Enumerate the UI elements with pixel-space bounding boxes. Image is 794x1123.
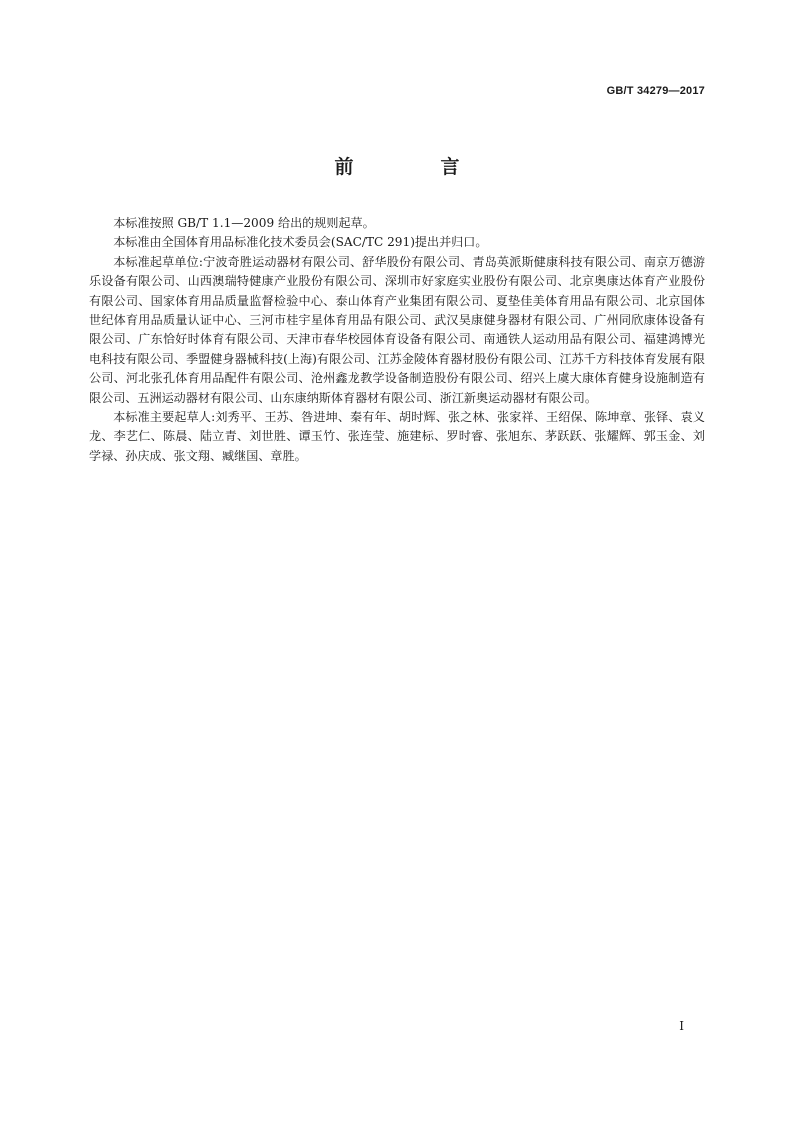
paragraph-drafting-units: 本标准起草单位:宁波奇胜运动器材有限公司、舒华股份有限公司、青岛英派斯健康科技有限公司、南京万德游乐设备有限公司、山西澳瑞特健康产业股份有限公司、深圳市好家庭实业股份有限公司、北京奥康达体育产业股份有限公司、国家体育用品质量监督检验中心、泰山体育产业集团有限公司、夏垫佳美体育用品有限公司、北京国体世纪体育用品质量认证中心、三河市桂宇星体育用品有限公司、武汉昊康健身器材有限公司、广州同欣康体设备有限公司、广东恰好时体育有限公司、天津市春华校园体育设备有限公司、南通铁人运动用品有限公司、福建鸿博光电科技有限公司、季盟健身器械科技(上海)有限公司、江苏金陵体育器材股份有限公司、江苏千方科技体育发展有限公司、河北张孔体育用品配件有限公司、沧州鑫龙教学设备制造股份有限公司、绍兴上虞大康体育健身设施制造有限公司、五洲运动器材有限公司、山东康纳斯体育器材有限公司、浙江新奥运动器材有限公司。	[89, 254, 705, 405]
paragraph-drafting-rules: 本标准按照 GB/T 1.1—2009 给出的规则起草。	[113, 216, 375, 230]
paragraph-proposer: 本标准由全国体育用品标准化技术委员会(SAC/TC 291)提出并归口。	[113, 235, 488, 250]
paragraph-drafters: 本标准主要起草人:刘秀平、王苏、咎进坤、秦有年、胡时辉、张之林、张家祥、王绍保、陈坤章、张铎、袁义龙、李艺仁、陈晨、陆立青、刘世胜、谭玉竹、张连莹、施建标、罗时睿、张旭东、茅跃跃、张耀辉、郭玉金、刘学禄、孙庆成、张文翔、臧继国、章胜。	[89, 410, 705, 463]
document-body	[89, 214, 705, 466]
standard-code: GB/T 34279—2017	[606, 85, 705, 97]
page-title: 前 言	[334, 156, 494, 178]
page-number: I	[679, 1019, 684, 1033]
